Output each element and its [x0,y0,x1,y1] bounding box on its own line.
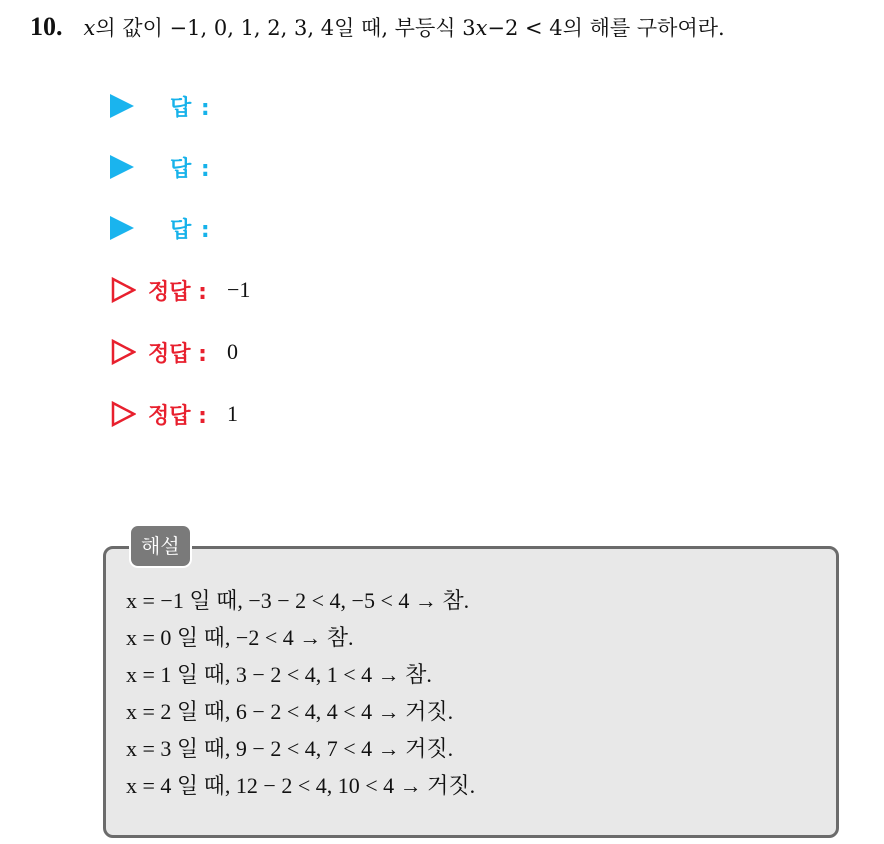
question [30,12,870,42]
play-triangle-icon [110,216,134,240]
play-triangle-icon [110,155,134,179]
answer-label: 답 : [170,156,211,182]
question-text-part1: 의 값이 −1, 0, 1, 2, 3, 4일 때, 부등식 3 [95,16,476,40]
solution-lines [126,582,475,804]
correct-answer-value: 1 [226,401,238,426]
outline-triangle-icon [110,277,136,303]
correct-answer-value: −1 [226,277,251,302]
correct-answer-2 [110,332,238,372]
answer-label: 답 : [170,95,211,121]
solution-line: x = 2 일 때, 6 − 2 < 4, 4 < 4 → 거짓. [126,699,454,724]
answer-blank-2[interactable] [110,147,211,187]
play-triangle-icon [110,94,134,118]
question-number: 10. [30,12,63,41]
correct-answer-value: 0 [226,339,238,364]
answer-blank-1[interactable] [110,86,211,126]
answer-blank-3[interactable] [110,208,211,248]
solution-tab: 해설 [129,524,192,568]
solution-line: x = −1 일 때, −3 − 2 < 4, −5 < 4 → 참. [126,588,470,613]
question-variable-2: x [475,16,488,40]
correct-answer-label: 정답 : [148,279,207,305]
question-text [84,16,725,40]
correct-answer-1 [110,270,250,310]
outline-triangle-icon [110,401,136,427]
question-text-part2: −2 < 4의 해를 구하여라. [487,16,725,40]
question-variable: x [83,16,96,40]
solution-line: x = 4 일 때, 12 − 2 < 4, 10 < 4 → 거짓. [126,773,476,798]
solution-line: x = 1 일 때, 3 − 2 < 4, 1 < 4 → 참. [126,662,432,687]
solution-line: x = 0 일 때, −2 < 4 → 참. [126,625,354,650]
solution-line: x = 3 일 때, 9 − 2 < 4, 7 < 4 → 거짓. [126,736,454,761]
answer-label: 답 : [170,217,211,243]
correct-answer-label: 정답 : [148,403,207,429]
outline-triangle-icon [110,339,136,365]
correct-answer-3 [110,394,238,434]
correct-answer-label: 정답 : [148,341,207,367]
